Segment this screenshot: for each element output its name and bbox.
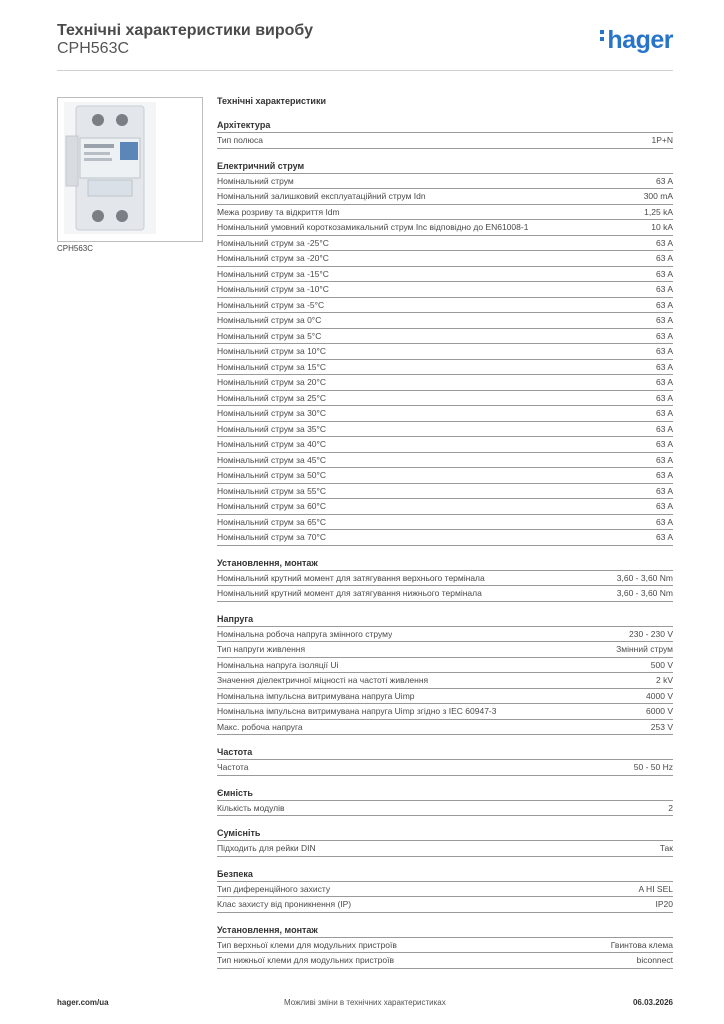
spec-row <box>217 360 673 376</box>
spec-label: Кількість модулів <box>217 802 285 813</box>
spec-label: Номінальний струм за 50°C <box>217 470 327 480</box>
spec-label: Номінальний струм за 0°C <box>217 315 322 325</box>
page-header <box>57 20 673 71</box>
spec-value: 63 A <box>655 408 673 418</box>
spec-section <box>217 159 673 546</box>
spec-label: Номінальна робоча напруга змінного струму <box>217 628 393 639</box>
spec-label: Номінальний струм за 25°C <box>217 392 327 403</box>
spec-value: 6000 V <box>646 706 673 716</box>
spec-section <box>217 826 673 857</box>
spec-label: Номінальний струм за -15°C <box>217 268 329 279</box>
spec-row <box>217 515 673 531</box>
spec-row <box>217 344 673 360</box>
spec-value: Гвинтова клема <box>610 939 673 950</box>
spec-label: Тип полюса <box>217 135 263 145</box>
spec-row <box>217 422 673 438</box>
spec-value: 253 V <box>650 721 673 732</box>
spec-row <box>217 205 673 221</box>
spec-label: Підходить для рейки DIN <box>217 843 316 853</box>
spec-row <box>217 642 673 658</box>
spec-value: 63 A <box>655 516 673 527</box>
spec-row <box>217 530 673 546</box>
spec-value: 4000 V <box>646 690 673 701</box>
spec-row <box>217 882 673 898</box>
spec-label: Номінальний струм за -20°C <box>217 253 329 263</box>
spec-value: 300 mA <box>643 191 673 201</box>
spec-value: 63 A <box>655 284 673 294</box>
spec-value: 63 A <box>655 346 673 356</box>
spec-section <box>217 867 673 913</box>
spec-row <box>217 673 673 689</box>
section-title: Безпека <box>217 867 673 882</box>
spec-row <box>217 220 673 236</box>
spec-value: 2 <box>668 802 673 813</box>
spec-label: Номінальний залишковий експлуатаційний струм Idn <box>217 191 426 201</box>
logo-dots-icon <box>600 30 605 44</box>
spec-label: Номінальна імпульсна витримувана напруга Uimp <box>217 690 415 701</box>
footer-website[interactable]: hager.com/ua <box>57 998 109 1007</box>
section-title: Ємність <box>217 786 673 801</box>
spec-value: 63 A <box>655 470 673 480</box>
spec-value: biconnect <box>636 955 673 965</box>
spec-row <box>217 897 673 913</box>
spec-label: Тип верхньої клеми для модульних пристроїв <box>217 939 397 950</box>
spec-row <box>217 267 673 283</box>
spec-value: 63 A <box>655 485 673 496</box>
spec-row <box>217 841 673 857</box>
spec-row <box>217 468 673 484</box>
spec-value: 63 A <box>655 377 673 387</box>
spec-label: Номінальний струм за 65°C <box>217 516 327 527</box>
specs-table <box>217 94 673 979</box>
spec-label: Номінальний струм за -25°C <box>217 237 329 248</box>
spec-row <box>217 174 673 190</box>
spec-value: 63 A <box>655 315 673 325</box>
spec-value: 63 A <box>655 454 673 465</box>
spec-row <box>217 586 673 602</box>
spec-label: Номінальний струм за 55°C <box>217 485 327 496</box>
spec-value: 10 kA <box>651 222 673 232</box>
spec-row <box>217 720 673 736</box>
section-title: Архітектура <box>217 118 673 133</box>
product-caption: CPH563C <box>57 244 94 253</box>
section-title: Напруга <box>217 612 673 627</box>
page-title: Технічні характеристики виробу <box>57 22 313 39</box>
product-code: CPH563C <box>57 40 130 57</box>
spec-section <box>217 923 673 969</box>
section-title: Сумісніть <box>217 826 673 841</box>
spec-row <box>217 282 673 298</box>
section-title: Електричний струм <box>217 159 673 174</box>
spec-label: Номінальний струм за 70°C <box>217 532 327 542</box>
spec-label: Межа розриву та відкриття Idm <box>217 206 340 217</box>
spec-value: 230 - 230 V <box>629 628 673 639</box>
spec-row <box>217 133 673 149</box>
spec-section <box>217 745 673 776</box>
spec-row <box>217 391 673 407</box>
spec-row <box>217 298 673 314</box>
spec-row <box>217 938 673 954</box>
spec-value: Так <box>659 843 673 853</box>
spec-value: 63 A <box>655 501 673 511</box>
spec-section <box>217 556 673 602</box>
spec-label: Номінальний струм за -10°C <box>217 284 329 294</box>
spec-label: Номінальний крутний момент для затягування нижнього термінала <box>217 588 482 598</box>
spec-row <box>217 453 673 469</box>
spec-row <box>217 953 673 969</box>
spec-row <box>217 251 673 267</box>
spec-row <box>217 189 673 205</box>
spec-section <box>217 786 673 817</box>
logo-text: hager <box>607 26 673 54</box>
spec-row <box>217 760 673 776</box>
spec-label: Номінальний умовний короткозамикальний струм Inc відповідно до EN61008-1 <box>217 222 529 232</box>
spec-row <box>217 375 673 391</box>
spec-value: IP20 <box>655 899 673 909</box>
spec-label: Частота <box>217 762 249 772</box>
spec-value: 3,60 - 3,60 Nm <box>616 572 673 583</box>
rcd-device-icon <box>58 98 202 241</box>
spec-row <box>217 704 673 720</box>
footer-date: 06.03.2026 <box>632 998 673 1007</box>
spec-label: Номінальна напруга ізоляції Ui <box>217 659 339 670</box>
spec-row <box>217 329 673 345</box>
spec-label: Макс. робоча напруга <box>217 721 303 732</box>
spec-label: Тип напруги живлення <box>217 644 306 654</box>
spec-value: 50 - 50 Hz <box>633 762 673 772</box>
spec-value: 63 A <box>655 423 673 434</box>
spec-label: Номінальний крутний момент для затягування верхнього термінала <box>217 572 485 583</box>
section-title: Частота <box>217 745 673 760</box>
spec-row <box>217 406 673 422</box>
spec-value: 63 A <box>655 361 673 372</box>
spec-value: Змінний струм <box>616 644 673 654</box>
spec-value: 63 A <box>655 268 673 279</box>
spec-value: 63 A <box>655 253 673 263</box>
spec-label: Номінальний струм за 40°C <box>217 439 327 449</box>
spec-label: Номінальний струм за 10°C <box>217 346 327 356</box>
spec-label: Номінальний струм за 30°C <box>217 408 327 418</box>
specs-title: Технічні характеристики <box>217 96 326 106</box>
spec-label: Номінальний струм за 35°C <box>217 423 327 434</box>
section-title: Установлення, монтаж <box>217 556 673 571</box>
spec-value: 1,25 kA <box>644 206 673 217</box>
spec-label: Тип нижньої клеми для модульних пристроїв <box>217 955 394 965</box>
spec-label: Номінальний струм за 5°C <box>217 330 322 341</box>
spec-value: 2 kV <box>655 675 673 685</box>
spec-value: 63 A <box>655 330 673 341</box>
spec-row <box>217 484 673 500</box>
spec-label: Значення діелектричної міцності на частоті живлення <box>217 675 429 685</box>
spec-value: 63 A <box>655 175 673 186</box>
spec-row <box>217 313 673 329</box>
spec-label: Номінальний струм за 20°C <box>217 377 327 387</box>
spec-section <box>217 612 673 736</box>
spec-row <box>217 689 673 705</box>
spec-row <box>217 236 673 252</box>
spec-value: 63 A <box>655 532 673 542</box>
spec-row <box>217 437 673 453</box>
spec-row <box>217 627 673 643</box>
spec-label: Тип диференційного захисту <box>217 883 331 894</box>
spec-section <box>217 118 673 149</box>
spec-row <box>217 801 673 817</box>
spec-value: 63 A <box>655 237 673 248</box>
product-image <box>57 97 203 242</box>
spec-value: 63 A <box>655 439 673 449</box>
spec-label: Номінальний струм за -5°C <box>217 299 325 310</box>
section-title: Установлення, монтаж <box>217 923 673 938</box>
spec-value: 63 A <box>655 392 673 403</box>
spec-label: Номінальна імпульсна витримувана напруга Uimp згідно з IEC 60947-3 <box>217 706 497 716</box>
spec-label: Номінальний струм за 15°C <box>217 361 327 372</box>
spec-value: 1P+N <box>651 135 673 145</box>
spec-row <box>217 571 673 587</box>
spec-label: Номінальний струм <box>217 175 294 186</box>
spec-value: 500 V <box>650 659 673 670</box>
spec-value: A HI SEL <box>638 883 673 894</box>
spec-row <box>217 658 673 674</box>
spec-row <box>217 499 673 515</box>
spec-label: Клас захисту від проникнення (IP) <box>217 899 352 909</box>
hager-logo <box>600 26 673 55</box>
footer-disclaimer: Можливі зміни в технічних характеристиках <box>284 998 446 1007</box>
spec-label: Номінальний струм за 45°C <box>217 454 327 465</box>
spec-label: Номінальний струм за 60°C <box>217 501 327 511</box>
spec-value: 63 A <box>655 299 673 310</box>
spec-value: 3,60 - 3,60 Nm <box>616 588 673 598</box>
